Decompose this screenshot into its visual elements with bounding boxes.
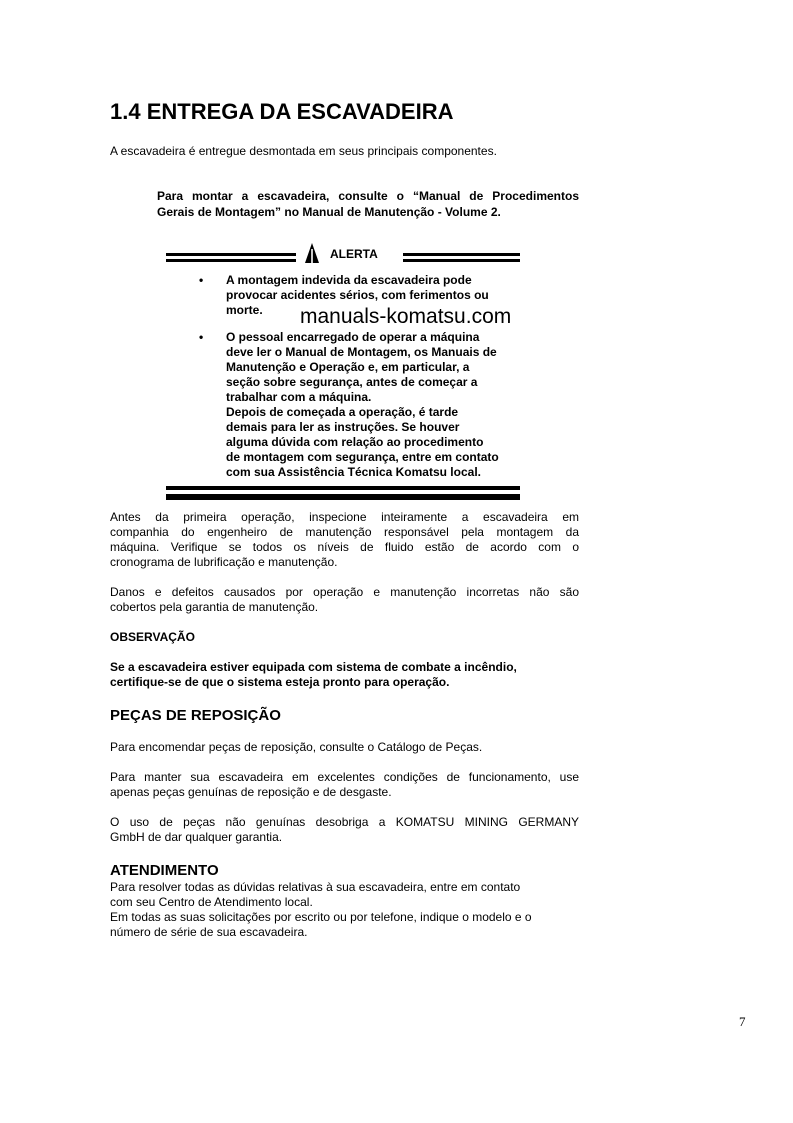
paragraph-line: companhia do engenheiro de manutenção responsável pela montagem da	[110, 525, 579, 539]
paragraph-line: cobertos pela garantia de manutenção.	[110, 600, 319, 614]
alert-rule	[166, 259, 296, 262]
paragraph-line: com seu Centro de Atendimento local.	[110, 895, 313, 909]
alert-line: A montagem indevida da escavadeira pode	[226, 273, 472, 287]
alert-rule	[403, 253, 520, 256]
alert-line: alguma dúvida com relação ao procedimento	[226, 435, 484, 449]
observation-line: Se a escavadeira estiver equipada com sistema de combate a incêndio,	[110, 660, 517, 674]
paragraph-line: Para manter sua escavadeira em excelentes condições de funcionamento, use	[110, 770, 579, 784]
alert-line: seção sobre segurança, antes de começar a	[226, 375, 478, 389]
page-title: 1.4 ENTREGA DA ESCAVADEIRA	[110, 99, 454, 124]
bullet-dot: •	[199, 330, 204, 344]
parts-heading: PEÇAS DE REPOSIÇÃO	[110, 707, 281, 724]
observation-line: certifique-se de que o sistema esteja pronto para operação.	[110, 675, 450, 689]
alert-line: Manutenção e Operação e, em particular, a	[226, 360, 470, 374]
alert-label: ALERTA	[330, 247, 378, 261]
intro-text: A escavadeira é entregue desmontada em seus principais componentes.	[110, 144, 497, 158]
paragraph-line: Antes da primeira operação, inspecione inteiramente a escavadeira em	[110, 510, 579, 524]
watermark: manuals-komatsu.com	[300, 305, 512, 328]
bullet-dot: •	[199, 273, 204, 287]
service-heading: ATENDIMENTO	[110, 862, 219, 879]
alert-line: morte.	[226, 303, 263, 317]
alert-rule	[403, 259, 520, 262]
observation-heading: OBSERVAÇÃO	[110, 630, 195, 644]
paragraph-line: apenas peças genuínas de reposição e de desgaste.	[110, 785, 392, 799]
paragraph-line: GmbH de dar qualquer garantia.	[110, 830, 283, 844]
page-number: 7	[739, 1014, 746, 1029]
note-line: Para montar a escavadeira, consulte o “Manual de Procedimentos	[157, 189, 579, 203]
warning-triangle-icon	[305, 243, 319, 263]
paragraph-line: Para resolver todas as dúvidas relativas à sua escavadeira, entre em contato	[110, 880, 521, 894]
alert-rule	[166, 486, 520, 490]
paragraph-line: número de série de sua escavadeira.	[110, 925, 308, 939]
paragraph-line: máquina. Verifique se todos os níveis de fluido estão de acordo com o	[110, 540, 579, 554]
alert-rule	[166, 253, 296, 256]
paragraph-line: Para encomendar peças de reposição, consulte o Catálogo de Peças.	[110, 740, 483, 754]
alert-line: com sua Assistência Técnica Komatsu local.	[226, 465, 481, 479]
paragraph-line: Danos e defeitos causados por operação e manutenção incorretas não são	[110, 585, 579, 599]
alert-line: O pessoal encarregado de operar a máquina	[226, 330, 480, 344]
alert-line: provocar acidentes sérios, com ferimentos ou	[226, 288, 489, 302]
paragraph-line: O uso de peças não genuínas desobriga a KOMATSU MINING GERMANY	[110, 815, 579, 829]
alert-line: demais para ler as instruções. Se houver	[226, 420, 460, 434]
alert-line: de montagem com segurança, entre em contato	[226, 450, 499, 464]
paragraph-line: cronograma de lubrificação e manutenção.	[110, 555, 338, 569]
paragraph-line: Em todas as suas solicitações por escrito ou por telefone, indique o modelo e o	[110, 910, 532, 924]
alert-line: deve ler o Manual de Montagem, os Manuais de	[226, 345, 497, 359]
alert-line: trabalhar com a máquina.	[226, 390, 372, 404]
note-line: Gerais de Montagem” no Manual de Manutenção - Volume 2.	[157, 205, 501, 219]
alert-rule	[166, 494, 520, 500]
alert-line: Depois de começada a operação, é tarde	[226, 405, 459, 419]
